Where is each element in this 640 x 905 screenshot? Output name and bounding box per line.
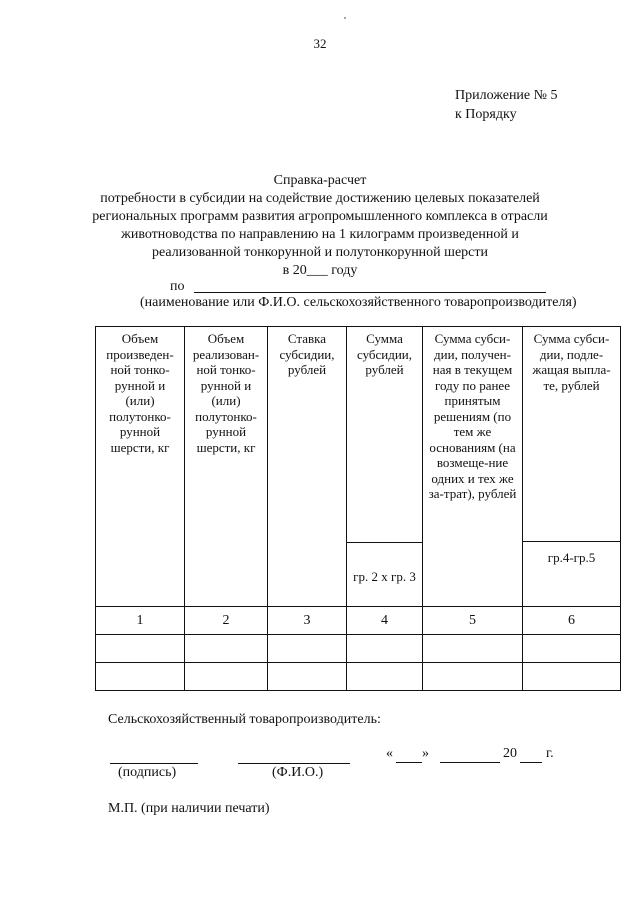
- col-number-6: 6: [523, 607, 621, 635]
- col-number-3: 3: [268, 607, 347, 635]
- table-cell: [185, 663, 268, 691]
- calculation-table: [95, 326, 621, 691]
- header-col-6-top: [523, 327, 620, 542]
- col-number-2: 2: [185, 607, 268, 635]
- table-row: [96, 635, 621, 663]
- appendix-line-2: к Порядку: [455, 107, 517, 122]
- title-line-6: в 20___ году: [282, 263, 358, 278]
- date-quote-open: «: [386, 746, 393, 761]
- col-number-4: 4: [347, 607, 423, 635]
- table-number-row: [96, 607, 621, 635]
- appendix-line-1: Приложение № 5: [455, 88, 558, 103]
- header-col-6-text: Сумма субси-дии, подле-жащая выпла-те, рублей: [532, 331, 611, 393]
- col-number-1: 1: [96, 607, 185, 635]
- title-line-2: потребности в субсидии на содействие достижению целевых показателей: [100, 191, 540, 206]
- signature-line: [110, 763, 198, 764]
- producer-label: Сельскохозяйственный товаропроизводитель:: [108, 712, 381, 727]
- date-year-suffix: г.: [546, 746, 554, 761]
- producer-name-caption: (наименование или Ф.И.О. сельскохозяйственного товаропроизводителя): [140, 295, 577, 310]
- title-line-3: региональных программ развития агропромышленного комплекса в отрасли: [92, 209, 548, 224]
- appendix-reference: [455, 86, 558, 124]
- header-col-4-text: Сумма субсидии, рублей: [356, 331, 413, 377]
- table-cell: [268, 635, 347, 663]
- title-line-1: Справка-расчет: [273, 173, 367, 188]
- header-col-4-top: [347, 327, 422, 543]
- title-line-5: реализованной тонкорунной и полутонкорунной шерсти: [152, 245, 488, 260]
- date-quote-close: »: [422, 746, 429, 761]
- date-day-line: [396, 762, 422, 763]
- table-cell: [268, 663, 347, 691]
- header-col-1-text: Объем произведен-ной тонко-рунной и (или) полутонко-рунной шерсти, кг: [106, 331, 174, 455]
- table-cell: [423, 635, 523, 663]
- table-cell: [96, 663, 185, 691]
- header-col-2: [185, 327, 268, 607]
- table-cell: [96, 635, 185, 663]
- table-cell: [523, 635, 621, 663]
- page-number: 32: [313, 36, 327, 51]
- fio-caption: (Ф.И.О.): [272, 765, 324, 780]
- fio-line: [238, 763, 350, 764]
- producer-name-underline: [194, 292, 546, 293]
- header-col-1: [96, 327, 185, 607]
- header-col-4-formula: гр. 2 х гр. 3: [353, 569, 416, 584]
- table-cell: [423, 663, 523, 691]
- header-col-5-text: Сумма субси-дии, получен-ная в текущем году по ранее принятым решениям (по тем же основаниям (на возмеще-ние одних и тех же за-трат), рублей: [428, 331, 517, 501]
- header-col-3: [268, 327, 347, 607]
- table-header-row: [96, 327, 621, 607]
- table-row: [96, 663, 621, 691]
- header-col-5: [423, 327, 523, 607]
- header-col-2-text: Объем реализован-ной тонко-рунной и (или) полутонко-рунной шерсти, кг: [192, 331, 260, 455]
- signature-caption: (подпись): [118, 765, 177, 780]
- seal-note: М.П. (при наличии печати): [108, 801, 270, 816]
- table-cell: [347, 635, 423, 663]
- header-col-6-formula: гр.4-гр.5: [547, 550, 596, 565]
- scan-speck: [344, 17, 346, 19]
- header-col-3-text: Ставка субсидии, рублей: [279, 331, 335, 377]
- date-year-prefix: 20: [503, 746, 517, 761]
- header-col-6: [523, 327, 621, 607]
- po-label: по: [170, 279, 185, 294]
- producer-name-line: [170, 279, 185, 295]
- table-cell: [185, 635, 268, 663]
- date-month-line: [440, 762, 500, 763]
- document-title: [0, 172, 640, 280]
- table-cell: [347, 663, 423, 691]
- header-col-4: [347, 327, 423, 607]
- date-year-line: [520, 762, 542, 763]
- title-line-4: животноводства по направлению на 1 килограмм произведенной и: [121, 227, 519, 242]
- col-number-5: 5: [423, 607, 523, 635]
- table-cell: [523, 663, 621, 691]
